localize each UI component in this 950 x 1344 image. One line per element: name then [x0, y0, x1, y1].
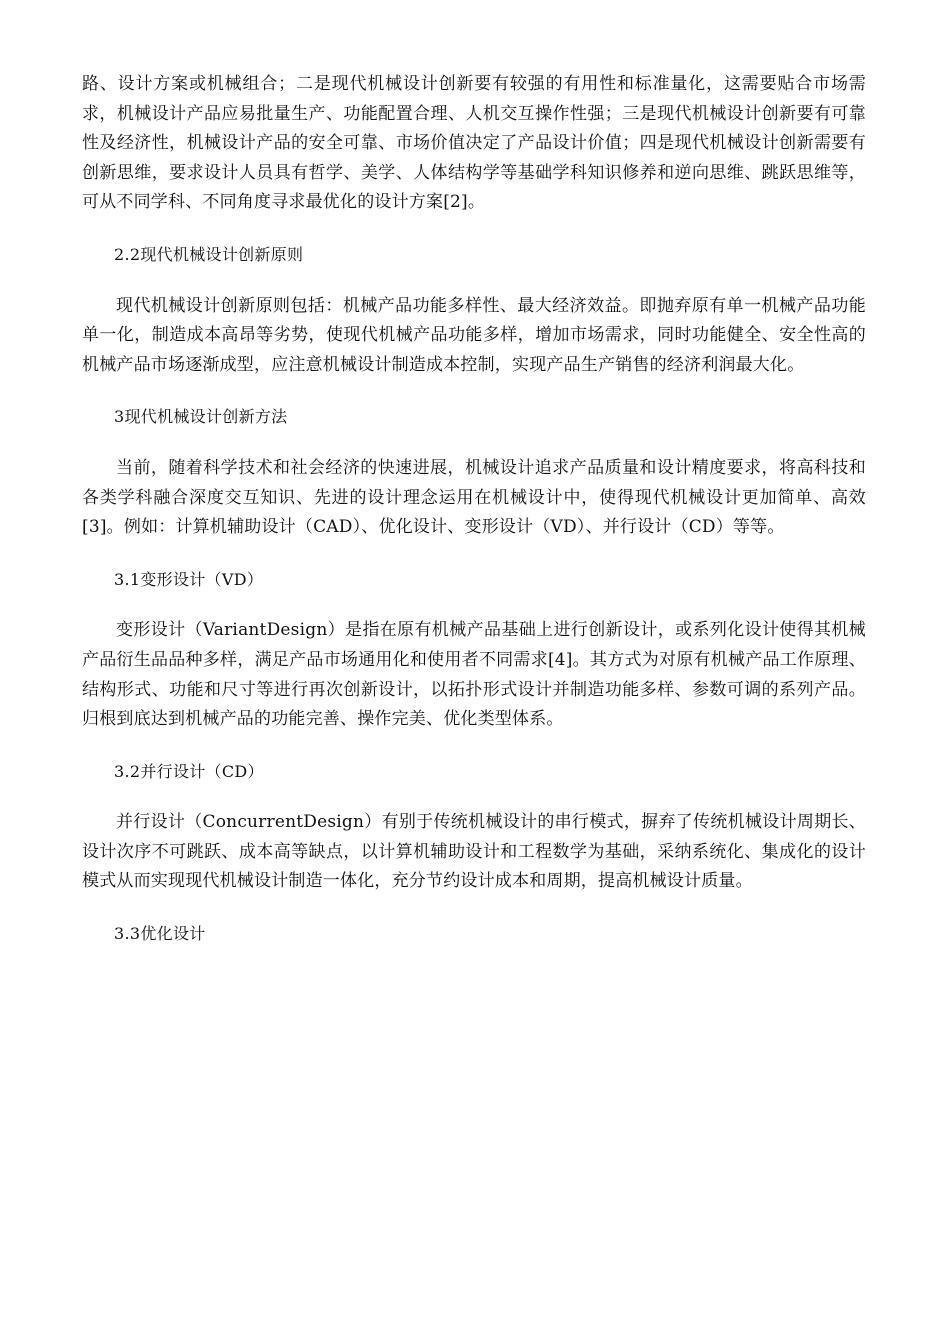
- section-heading-2-2: 2.2现代机械设计创新原则: [114, 244, 304, 264]
- section-heading-3-2: 3.2并行设计（CD）: [114, 761, 264, 781]
- section-heading-3: 3现代机械设计创新方法: [114, 407, 288, 427]
- paragraph-3: 当前，随着科学技术和社会经济的快速进展，机械设计追求产品质量和设计精度要求，将高科技和各类学科融合深度交互知识、先进的设计理念运用在机械设计中，使得现代机械设计更加简单、高效[3]。例如：计算机辅助设计（CAD）、优化设计、变形设计（VD）、并行设计（CD）等等。: [82, 457, 866, 538]
- paragraph-2: 现代机械设计创新原则包括：机械产品功能多样性、最大经济效益。即抛弃原有单一机械产品功能单一化，制造成本高昂等劣势，使现代机械产品功能多样，增加市场需求，同时功能健全、安全性高的机械产品市场逐渐成型，应注意机械设计制造成本控制，实现产品生产销售的经济利润最大化。: [82, 295, 866, 375]
- paragraph-1: 路、设计方案或机械组合；二是现代机械设计创新要有较强的有用性和标准量化，这需要贴合市场需求，机械设计产品应易批量生产、功能配置合理、人机交互操作性强；三是现代机械设计创新要有可靠性及经济性，机械设计产品的安全可靠、市场价值决定了产品设计价值；四是现代机械设计创新需要有创新思维，要求设计人员具有哲学、美学、人体结构学等基础学科知识修养和逆向思维、跳跃思维等，可从不同学科、不同角度寻求最优化的设计方案[2]。: [82, 74, 866, 213]
- section-heading-3-3: 3.3优化设计: [114, 924, 206, 944]
- document-page: [82, 70, 866, 971]
- paragraph-5: 并行设计（ConcurrentDesign）有别于传统机械设计的串行模式，摒弃了传统机械设计周期长、设计次序不可跳跃、成本高等缺点，以计算机辅助设计和工程数学为基础，采纳系统化、集成化的设计模式从而实现现代机械设计制造一体化，充分节约设计成本和周期，提高机械设计质量。: [82, 812, 866, 892]
- paragraph-4: 变形设计（VariantDesign）是指在原有机械产品基础上进行创新设计，或系列化设计使得其机械产品衍生品品种多样，满足产品市场通用化和使用者不同需求[4]。其方式为对原有机械产品工作原理、结构形式、功能和尺寸等进行再次创新设计，以拓扑形式设计并制造功能多样、参数可调的系列产品。归根到底达到机械产品的功能完善、操作完美、优化类型体系。: [82, 620, 866, 730]
- section-heading-3-1: 3.1变形设计（VD）: [114, 569, 264, 589]
